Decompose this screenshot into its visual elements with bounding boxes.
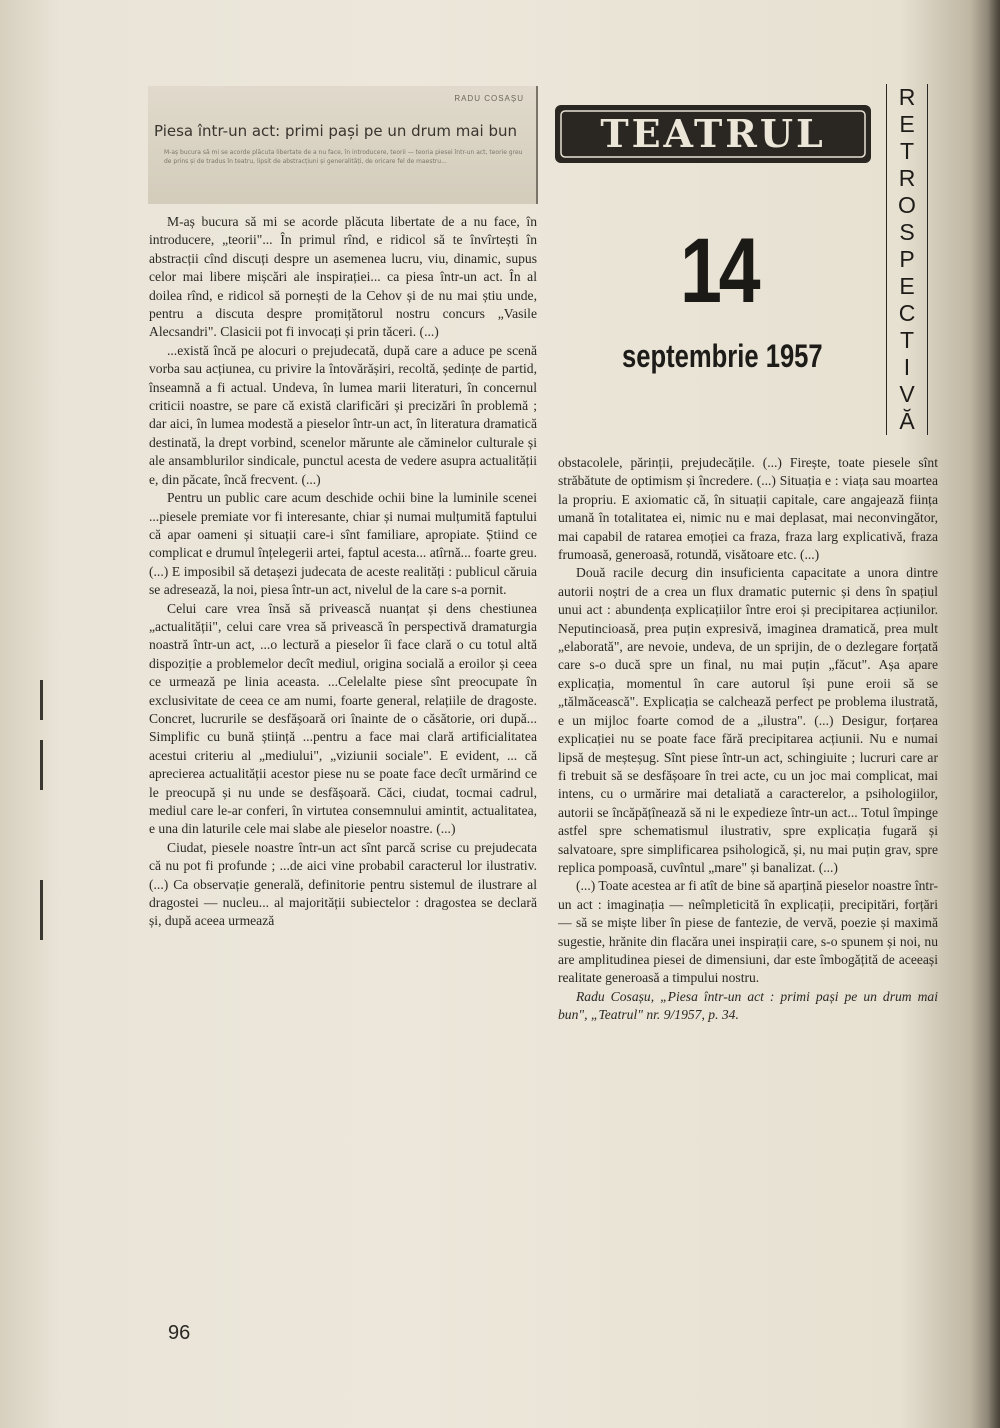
teatrul-logo-graphic <box>553 101 873 167</box>
retrospectiva-letter: T <box>899 327 915 353</box>
retrospectiva-letter: C <box>898 300 916 326</box>
retrospectiva-letter: E <box>899 111 915 137</box>
retrospectiva-letter: R <box>898 165 916 191</box>
margin-mark <box>40 740 43 790</box>
teatrul-logo <box>553 101 873 167</box>
issue-date: septembrie 1957 <box>622 338 823 374</box>
logo-text: TEATRUL <box>600 111 826 156</box>
excerpt-author: RADU COSAȘU <box>454 94 524 103</box>
excerpt-title: Piesa într-un act: primi pași pe un drum mai bun <box>154 122 518 140</box>
margin-mark <box>40 880 43 940</box>
retrospectiva-letter: R <box>898 84 916 110</box>
margin-mark <box>40 680 43 720</box>
binding-shadow <box>988 0 1000 1428</box>
article-paragraph: ...există încă pe alocuri o prejudecată, după care a aduce pe scenă vorba sau acțiunea, cu privire la întovărășiri, recoltă, ședințe de partid, înseamnă a fi actual. Undeva, în lumea marii literaturi, în concernul criticii noastre, se pare că există clarificări și precizări în problemă ; dar aici, în lumea modestă a pieselor într-un act, în literatura dramatică destinată, la drept vorbind, scenelor mărunte ale căminelor culturale și ale ansamblurilor sindicale, punctul acesta de vedere asupra actualității e, din păcate, încă frecvent. (...) <box>149 342 537 487</box>
page-number: 96 <box>168 1322 191 1344</box>
article-paragraph: Ciudat, piesele noastre într-un act sînt parcă scrise cu prejudecata că nu pot fi profunde ; ...de aici vine probabil caracterul lor ilustrativ. (...) Ca observație generală, definitorie pentru sistemul de ilustrare al dragostei — nucleu... al majorității subiectelor : dragostea se declară și, după aceea urmează <box>149 839 537 929</box>
article-column-2 <box>558 454 938 1025</box>
retrospectiva-letter: E <box>899 273 915 299</box>
retrospectiva-letter: T <box>899 138 915 164</box>
retrospectiva-letter: P <box>899 246 915 272</box>
article-column-1 <box>149 213 537 931</box>
article-citation: Radu Cosașu, „Piesa într-un act : primi pași pe un drum mai bun", „Teatrul" nr. 9/1957, p. 34. <box>558 988 938 1023</box>
article-paragraph: M-aș bucura să mi se acorde plăcuta libertate de a nu face, în introducere, „teorii"... În primul rînd, e ridicol să te învîrtești în abstracții cînd discuți despre un asemenea lucru, viu, dinamic, supus celor mai libere mișcări ale inspirației... ca piesa într-un act. În al doilea rînd, e ridicol să pornești de la Cehov și de nu mai știu unde, pentru a discuta despre promițătorul nostru concurs „Vasile Alecsandri". Clasicii pot fi invocați și prin tăceri. (...) <box>149 214 537 340</box>
retrospectiva-vertical <box>886 84 928 435</box>
article-paragraph: Celui care vrea însă să privească nuanțat și dens chestiunea „actualității", celui care vrea să privească în perspectivă dramaturgia noastră într-un act, ...o lectură a pieselor îi face clară o cu totul altă dispoziție a problemelor decît mediul, origina socială a eroilor și ceea ce urmează pe linia aceasta. ...Celelalte piese sînt preocupate în exclusivitate de ceea ce am numi, foarte general, relațiile de dragoste. Concret, lucrurile se desfășoară ori înainte de o căsătorie, ori după... Simplific cu bună știință ...pentru a face mai clară artificialitatea acestui criteriu al „mediului", „viziunii sociale". E evident, ... că aprecierea actualității acestor piese nu se poate face decît urmărind ce le preocupă și nu unde se desfășoară. Căci, ciudat, tocmai cadrul, mediul care le-ar conferi, în virtutea consemnului amintit, actualitatea, e una din laturile cele mai slabe ale pieselor noastre. (...) <box>149 600 537 837</box>
retrospectiva-letter: Ă <box>899 408 915 434</box>
retrospectiva-letter: O <box>898 192 916 218</box>
retrospectiva-letter: S <box>899 219 915 245</box>
excerpt-summary: M-aș bucura să mi se acorde plăcuta libertate de a nu face, în introducere, teorii — teoria piesei într-un act, teorie greu de prins și de tradus în teatru, lipsit de abstracțiuni și generalități, de oricare fel de maestru... <box>164 149 523 165</box>
article-paragraph: Două racile decurg din insuficienta capacitate a unora dintre autorii noștri de a crea un flux dramatic puternic și dens în spațiul unui act : abundența explicațiilor între eroi și precipitarea acțiunilor. Neputincioasă, prea puțin expresivă, imaginea dramatică, prea mult „elaborată", are nevoie, undeva, de un sprijin, de o dezlegare forțată care s-o ducă spre un final, nu mai puțin „făcut". Așa apare explicația, momentul în care autorul își pune eroii să se „tălmăcească". Explicația se calchează perfect pe problema ilustrată, e un mijloc foarte comod de a „ilustra". (...) Desigur, forțarea explicației nu se poate face fără precipitarea acțiunii. Nu e numai lipsă de meșteșug. Sînt piese într-un act, schingiuite ; lucruri care ar fi trebuit să se desfășoare în trei acte, cu un joc mai complicat, mai intens, cu o urmărire mai detaliată a caracterelor, a psihologiilor, autorii se încăpățînează să ni le expedieze într-un act... Totul împinge astfel spre schematismul ilustrativ, spre explicația fugară și salvatoare, spre simplificarea psihologică, și, nu mai puțin grav, spre replica pompoasă, cuvîntul „mare" și banalizat. (...) <box>558 565 938 875</box>
article-paragraph: (...) Toate acestea ar fi atît de bine să aparțină pieselor noastre într-un act : imaginația — neîmpleticită în explicații, precipitări, forțări — să se miște liber în piese de fantezie, de vervă, poezie și maximă sugestie, hrănite din flacăra unei inspirații care, s-o spunem și noi, nu are amplitudinea piesei de dimensiuni, dar este îmbogățită de aceeași realitate generoasă a timpului nostru. <box>558 878 938 986</box>
article-excerpt-image <box>148 86 538 204</box>
retrospectiva-letter: I <box>903 354 911 380</box>
issue-number: 14 <box>680 220 758 322</box>
retrospectiva-letter: V <box>899 381 915 407</box>
article-paragraph: obstacolele, părinții, prejudecățile. (...) Firește, toate piesele sînt străbătute de optimism și încredere. (...) Situația e : viața sau moartea la propriu. E axiomatic că, în situații capitale, care angajează ființa umană în totalitatea ei, nimic nu e mai deplasat, mai neconvingător, mai capabil de ratarea emoției ca fraza, fraza larg explicativă, fraza frumoasă, generoasă, rotundă, visătoare etc. (...) <box>558 455 938 563</box>
article-paragraph: Pentru un public care acum deschide ochii bine la luminile scenei ...piesele premiate vor fi interesante, chiar și numai mulțumită faptului că apar oameni și situații care-i sînt familiare, apropiate. Știind ce complicat e drumul înțelegerii artei, faptul acesta... atîrnă... foarte greu. (...) E imposibil să detașezi judecata de aceste realități : publicul căruia se adresează, la noi, piesa într-un act, nivelul de la care s-a pornit. <box>149 490 537 598</box>
